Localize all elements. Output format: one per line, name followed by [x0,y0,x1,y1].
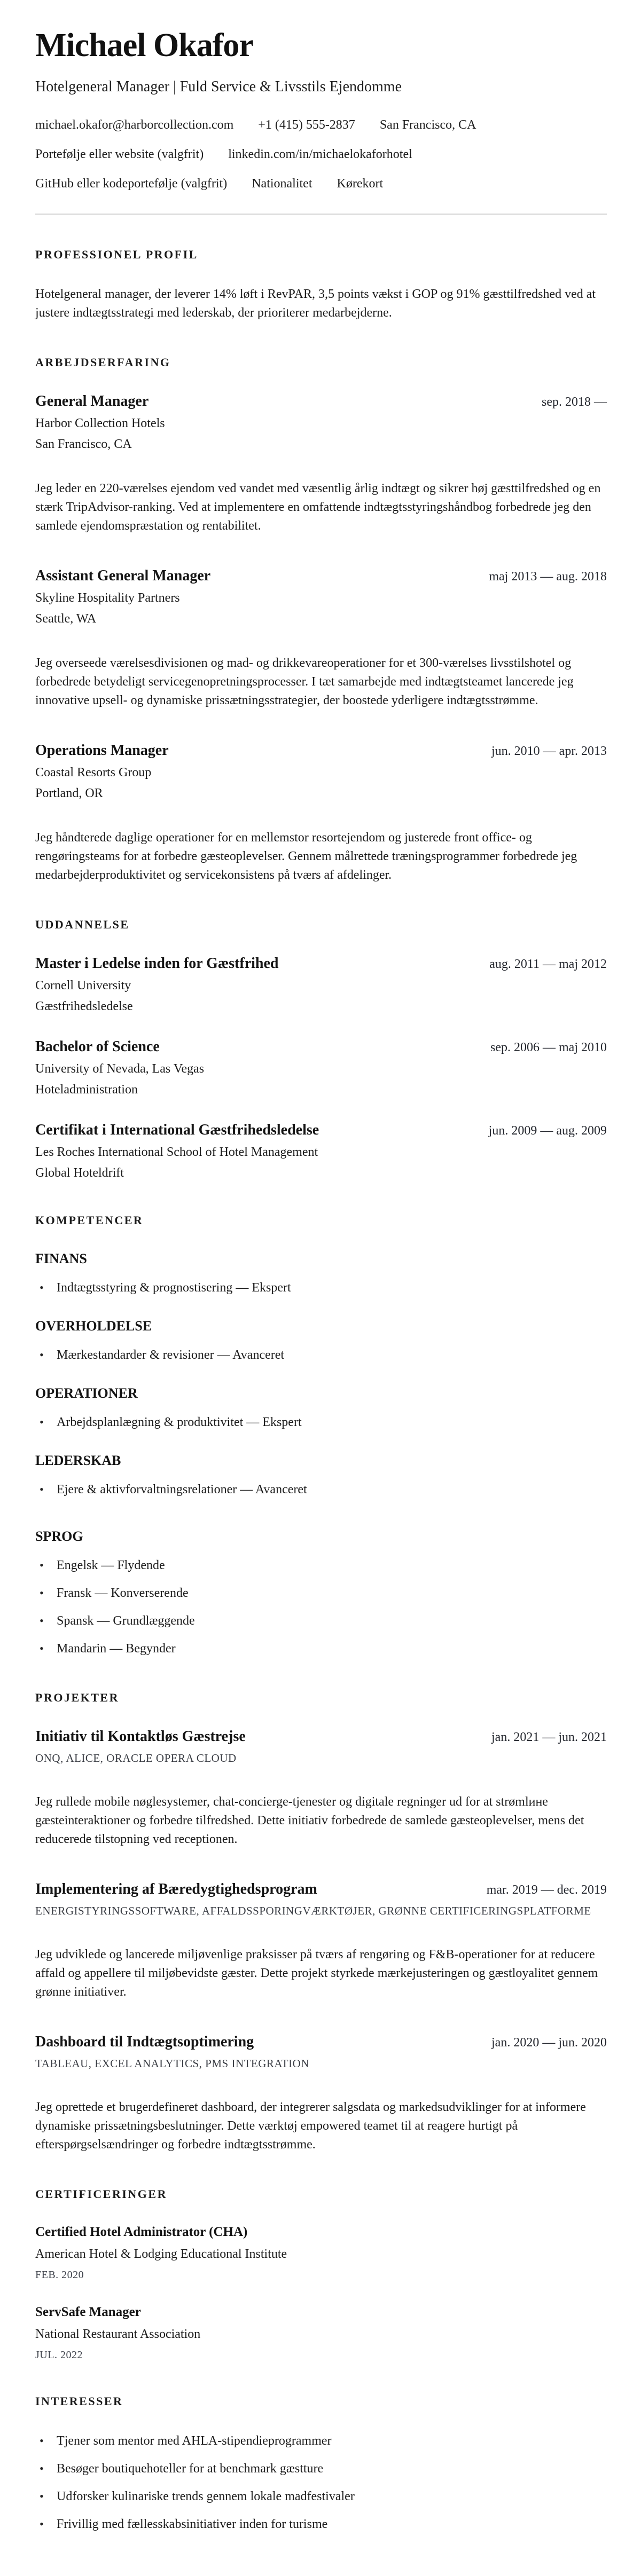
skill-item: • Indtægtsstyring & prognostisering — Ekspert [35,1279,607,1297]
education-title-row [35,1038,607,1055]
skill-group-name: FINANS [35,1251,87,1266]
education-item [35,1122,607,1180]
job-location: Portland, OR [35,786,103,800]
project-tech: ONQ, ALICE, ORACLE OPERA CLOUD [35,1752,237,1764]
job-dates: maj 2013 — aug. 2018 [489,570,607,584]
skill-group-finance [35,1251,607,1297]
education-dates: aug. 2011 — maj 2012 [489,957,607,971]
project-tech: TABLEAU, EXCEL ANALYTICS, PMS INTEGRATION [35,2057,309,2070]
language-item: • Spansk — Grundlæggende [35,1612,607,1630]
project-item [35,1728,607,1849]
project-item [35,1881,607,2002]
interest-item: • Udforsker kulinariske trends gennem lokale madfestivaler [35,2487,607,2506]
job-title: Assistant General Manager [35,568,211,584]
section-heading-profile: PROFESSIONEL PROFIL [35,248,198,261]
job-description: Jeg leder en 220-værelses ejendom ved vandet med væsentlig årlig indtægt og sikrer høj gæsttilfredshed og en stærk TripAdvisor-ranking. Ved at implementere en omfattende indtægtsstyringshåndbog forbedrede jeg den samlede ejendomspræstation og rentabilitet. [35,482,601,533]
job-description: Jeg overseede værelsesdivisionen og mad- og drikkevareoperationer for et 300-værelses livsstilshotel og forbedrede betydeligt servicegenopretningsprocesser. I tæt samarbejde med indtægtsteamet lancerede jeg innovative upsell- og dynamiske prissætningsstrategier, der boostede yderligere indtægtsstrømme. [35,656,574,707]
contact-license-label: Kørekort [337,177,384,191]
section-projects [35,1691,607,2154]
section-skills [35,1214,607,1658]
contact-github-label: GitHub eller kodeportefølje (valgfrit) [35,177,228,191]
job-item [35,393,607,535]
project-dates: mar. 2019 — dec. 2019 [486,1883,607,1897]
education-dates: jun. 2009 — aug. 2009 [488,1124,607,1138]
project-title-row [35,1881,607,1898]
education-title-row [35,955,607,972]
language-list [35,1556,607,1658]
school-name: Cornell University [35,979,131,992]
section-heading-interests: INTERESSER [35,2394,123,2408]
interest-item: • Besøger boutiquehoteller for at benchmark gæstture [35,2460,607,2478]
certification-date: FEB. 2020 [35,2269,84,2281]
section-heading-experience: ARBEJDSERFARING [35,356,171,369]
certification-item [35,2305,607,2361]
skill-item: • Mærkestandarder & revisioner — Avanceret [35,1346,607,1364]
education-title-row [35,1122,607,1139]
certification-title: ServSafe Manager [35,2305,141,2319]
skill-group-compliance [35,1318,607,1364]
certification-title: Certified Hotel Administrator (CHA) [35,2225,248,2239]
contact-email: michael.okafor@harborcollection.com [35,118,234,132]
contact-row-2 [35,147,607,162]
skill-list [35,1413,607,1431]
skill-group-name: OPERATIONER [35,1385,138,1401]
resume-header [35,27,607,215]
project-description: Jeg oprettede et brugerdefineret dashboard, der integrerer salgsdata og markedsudviklinger for at informere dynamiske prissætningsbeslutninger. Dette værktøj empowered teamet til at reagere hurtigt på efterspørgselsændringer og forbedre indtægtsstrømme. [35,2100,586,2152]
degree-title: Bachelor of Science [35,1038,160,1055]
skill-item: • Ejere & aktivforvaltningsrelationer — Avanceret [35,1480,607,1499]
job-company: Skyline Hospitality Partners [35,591,180,605]
contact-linkedin: linkedin.com/in/michaelokaforhotel [228,147,412,161]
skill-list [35,1346,607,1364]
project-title-row [35,2034,607,2051]
skill-group-name: LEDERSKAB [35,1453,121,1468]
job-title-row [35,568,607,585]
job-location: Seattle, WA [35,612,97,626]
job-title-row [35,742,607,759]
field-of-study: Global Hoteldrift [35,1166,124,1180]
job-company: Coastal Resorts Group [35,766,152,779]
section-certifications [35,2187,607,2361]
job-title: Operations Manager [35,742,169,759]
project-title: Dashboard til Indtægtsoptimering [35,2034,254,2050]
profile-text: Hotelgeneral manager, der leverer 14% løft i RevPAR, 3,5 points vækst i GOP og 91% gæsttilfredshed ved at justere indtægtsstrategi med lederskab, der prioriterer medarbejderne. [35,287,596,320]
job-item [35,568,607,710]
degree-title: Master i Ledelse inden for Gæstfrihed [35,955,279,972]
language-item: • Mandarin — Begynder [35,1640,607,1658]
school-name: University of Nevada, Las Vegas [35,1062,205,1076]
field-of-study: Hoteladministration [35,1083,138,1097]
contact-row-3 [35,177,607,191]
job-description: Jeg håndterede daglige operationer for en mellemstor resortejendom og justerede front office- og rengøringsteams for at forbedre gæsteoplevelser. Gennem målrettede træningsprogrammer forbedrede jeg medarbejderproduktivitet og servicekonsistens på tværs af afdelinger. [35,831,577,882]
contact-nationality-label: Nationalitet [252,177,312,191]
field-of-study: Gæstfrihedsledelse [35,999,133,1013]
person-name: Michael Okafor [35,27,253,64]
project-dates: jan. 2020 — jun. 2020 [491,2036,607,2050]
section-heading-education: UDDANNELSE [35,918,130,931]
section-interests [35,2394,607,2533]
section-experience [35,356,607,885]
project-tech: ENERGISTYRINGSSOFTWARE, AFFALDSSPORINGVÆRKTØJER, GRØNNE CERTIFICERINGSPLATFORME [35,1904,591,1917]
project-description: Jeg udviklede og lancerede miljøvenlige praksisser på tværs af rengøring og F&B-operationer for at reducere affald og appellere til miljøbevidste gæster. Dette projekt styrkede mærkejusteringen og gæstloyalitet gennem grønne initiativer. [35,1948,598,1999]
skill-list [35,1279,607,1297]
school-name: Les Roches International School of Hotel Management [35,1145,318,1159]
project-title: Implementering af Bæredygtighedsprogram [35,1881,317,1897]
skill-group-leadership [35,1453,607,1499]
job-company: Harbor Collection Hotels [35,416,165,430]
project-description: Jeg rullede mobile nøglesystemer, chat-concierge-tjenester og digitale regninger ud for at strømlине gæsteinteraktioner og forbedre tilfredshed. Dette initiativ forbedrede de samlede gæsteoplevelser, mens det reducerede tilstopning ved receptionen. [35,1795,584,1846]
headline: Hotelgeneral Manager | Fuld Service & Livsstils Ejendomme [35,78,402,95]
language-item: • Fransk — Konverserende [35,1584,607,1602]
language-item: • Engelsk — Flydende [35,1556,607,1574]
project-title-row [35,1728,607,1745]
section-heading-certifications: CERTIFICERINGER [35,2187,167,2201]
job-item [35,742,607,885]
job-dates: sep. 2018 — [542,395,607,409]
project-item [35,2034,607,2154]
languages-heading: SPROG [35,1529,83,1544]
job-title: General Manager [35,393,149,409]
interest-list [35,2432,607,2533]
job-location: San Francisco, CA [35,437,132,451]
interest-item: • Tjener som mentor med AHLA-stipendieprogrammer [35,2432,607,2450]
project-title: Initiativ til Kontaktløs Gæstrejse [35,1728,246,1745]
contact-portfolio-label: Portefølje eller website (valgfrit) [35,147,204,161]
header-divider [35,214,607,215]
certification-item [35,2225,607,2281]
skill-item: • Arbejdsplanlægning & produktivitet — Ekspert [35,1413,607,1431]
contact-location: San Francisco, CA [379,118,476,132]
certification-date: JUL. 2022 [35,2349,83,2361]
certification-issuer: American Hotel & Lodging Educational Institute [35,2247,287,2261]
section-heading-projects: PROJEKTER [35,1691,119,1704]
skill-group-operations [35,1385,607,1431]
languages-group [35,1529,607,1658]
education-dates: sep. 2006 — maj 2010 [490,1041,607,1054]
education-item [35,1038,607,1097]
section-education [35,918,607,1180]
skill-group-name: OVERHOLDELSE [35,1318,152,1334]
education-item [35,955,607,1014]
job-dates: jun. 2010 — apr. 2013 [491,744,607,758]
job-title-row [35,393,607,410]
contact-row-1 [35,118,607,132]
project-dates: jan. 2021 — jun. 2021 [491,1730,607,1744]
section-profile [35,248,607,322]
skill-list [35,1480,607,1499]
degree-title: Certifikat i International Gæstfrihedsledelse [35,1122,319,1138]
section-heading-skills: KOMPETENCER [35,1214,144,1227]
contact-phone: +1 (415) 555-2837 [258,118,355,132]
interest-item: • Frivillig med fællesskabsinitiativer inden for turisme [35,2515,607,2533]
certification-issuer: National Restaurant Association [35,2327,201,2341]
